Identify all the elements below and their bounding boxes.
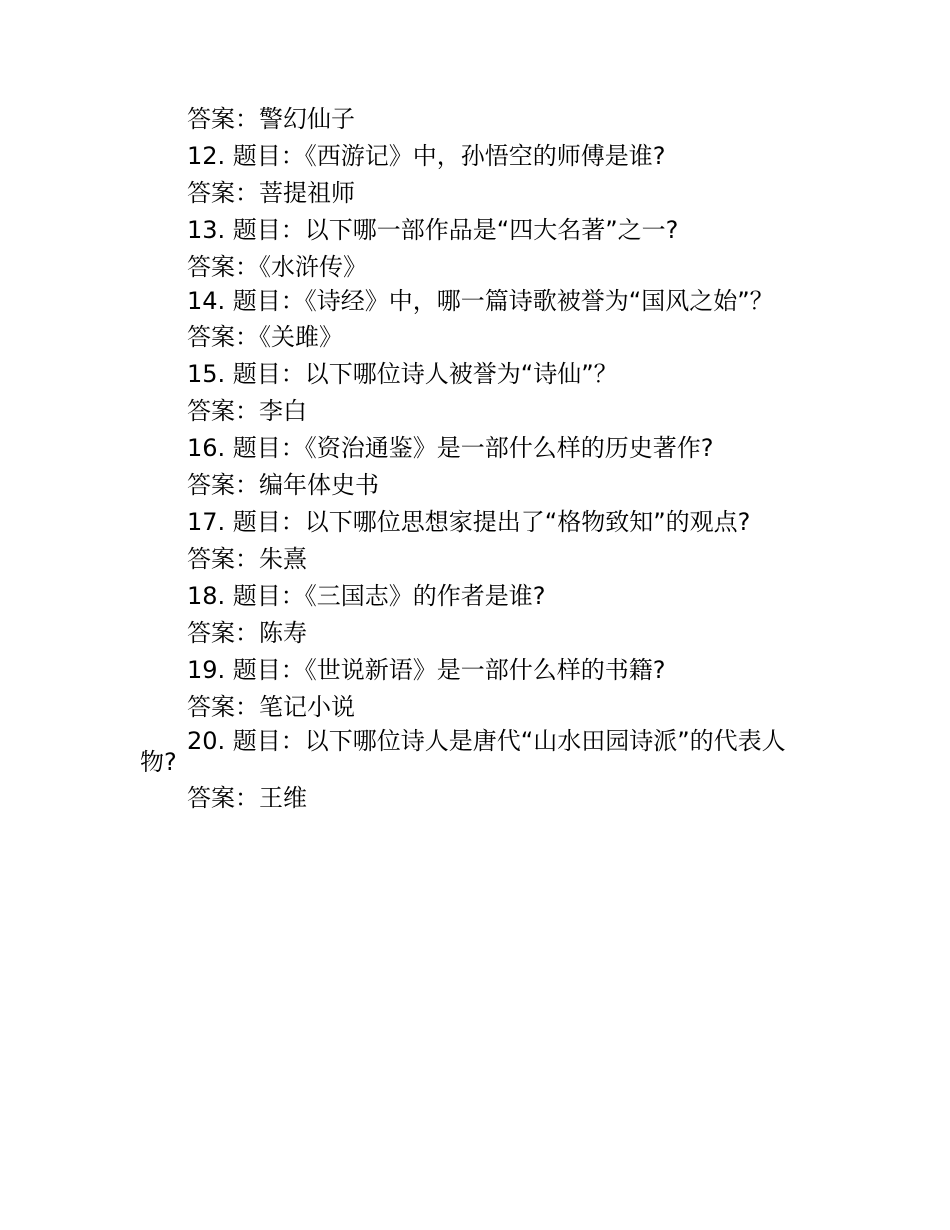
answer-line: 答案：《水浒传》	[187, 253, 367, 281]
answer-line: 答案：笔记小说	[187, 693, 355, 721]
answer-line: 答案：《关雎》	[187, 323, 343, 351]
answer-line: 答案：李白	[187, 397, 307, 425]
answer-line: 答案：编年体史书	[187, 471, 379, 499]
question-line: 18. 题目：《三国志》的作者是谁?	[187, 582, 546, 610]
question-line: 12. 题目：《西游记》中，孙悟空的师傅是谁?	[187, 142, 666, 170]
question-line: 17. 题目：以下哪位思想家提出了“格物致知”的观点?	[187, 508, 751, 536]
question-line: 15. 题目：以下哪位诗人被誉为“诗仙”？	[187, 360, 618, 388]
question-line: 14. 题目：《诗经》中，哪一篇诗歌被誉为“国风之始”？	[187, 287, 774, 315]
answer-line: 答案：陈寿	[187, 619, 307, 647]
question-line: 13. 题目：以下哪一部作品是“四大名著”之一?	[187, 216, 679, 244]
qa-list	[140, 101, 810, 817]
answer-line: 答案：警幻仙子	[187, 105, 355, 133]
answer-line: 答案：朱熹	[187, 545, 307, 573]
answer-line: 答案：菩提祖师	[187, 179, 355, 207]
answer-line: 答案：王维	[187, 784, 307, 812]
question-line: 16. 题目：《资治通鉴》是一部什么样的历史著作?	[187, 434, 714, 462]
question-line: 19. 题目：《世说新语》是一部什么样的书籍?	[187, 656, 666, 684]
question-line: 20. 题目：以下哪位诗人是唐代“山水田园诗派”的代表人物?	[140, 727, 786, 776]
